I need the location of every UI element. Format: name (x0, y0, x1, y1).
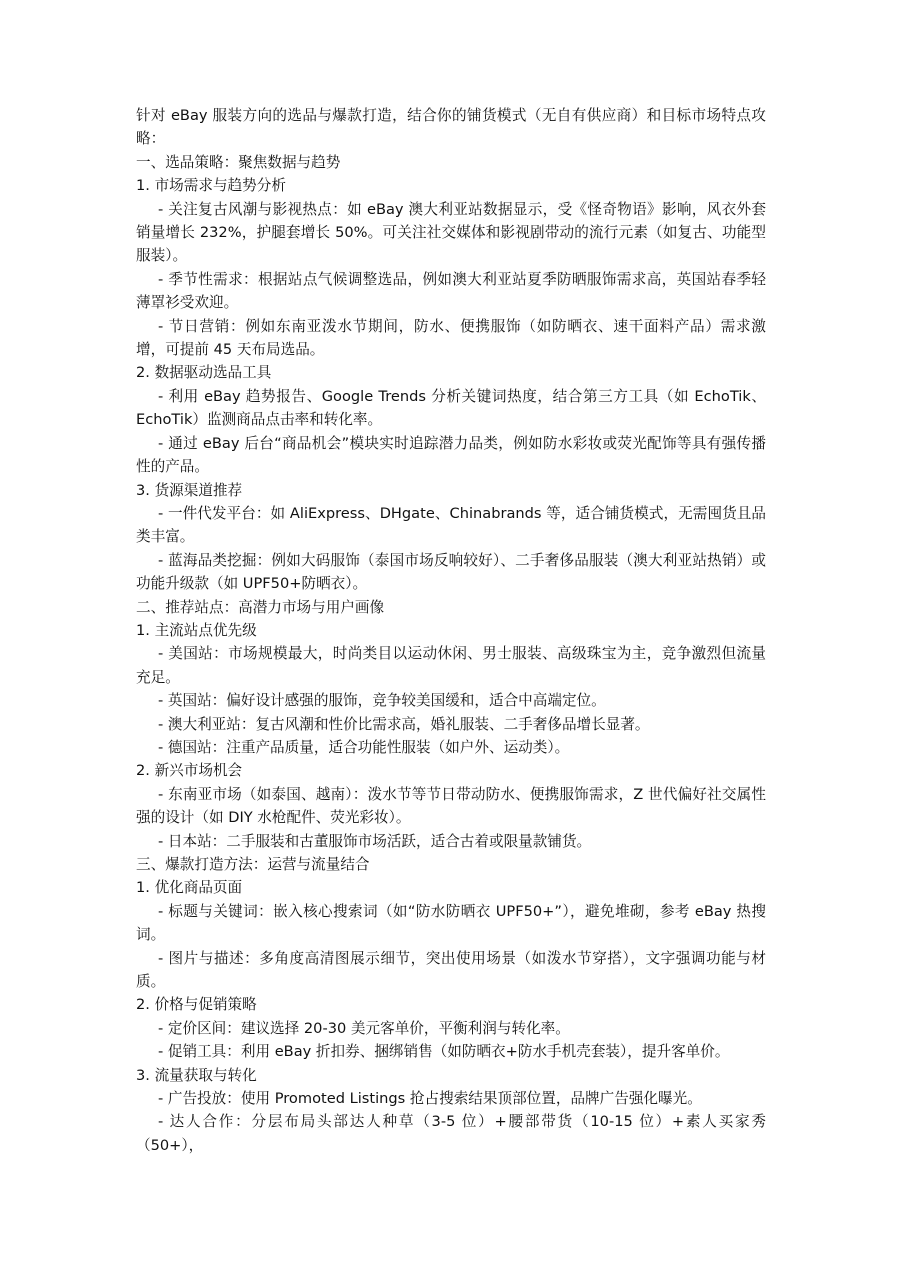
heading-line: 2. 价格与促销策略 (136, 996, 257, 1014)
body-paragraph: - 节日营销：例如东南亚泼水节期间，防水、便携服饰（如防晒衣、速干面料产品）需求激增，可提前 45 天布局选品。 (136, 317, 766, 359)
heading-line: 1. 主流站点优先级 (136, 621, 257, 639)
body-paragraph: - 关注复古风潮与影视热点：如 eBay 澳大利亚站数据显示，受《怪奇物语》影响，风衣外套销量增长 232%，护腿套增长 50%。可关注社交媒体和影视剧带动的流行元素（如复古、功能型服装）。 (136, 200, 766, 265)
body-paragraph: - 促销工具：利用 eBay 折扣券、捆绑销售（如防晒衣+防水手机壳套装），提升客单价。 (158, 1043, 730, 1061)
body-paragraph: - 达人合作：分层布局头部达人种草（3-5 位）+腰部带货（10-15 位）+素人买家秀（50+）， (136, 1113, 766, 1154)
body-paragraph: - 英国站：偏好设计感强的服饰，竞争较美国缓和，适合中高端定位。 (158, 692, 606, 710)
heading-line: 3. 流量获取与转化 (136, 1066, 257, 1084)
heading-line: 针对 eBay 服装方向的选品与爆款打造，结合你的铺货模式（无自有供应商）和目标市场特点攻略： (136, 107, 766, 148)
body-paragraph: - 美国站：市场规模最大，时尚类目以运动休闲、男士服装、高级珠宝为主，竞争激烈但流量充足。 (136, 645, 766, 686)
body-paragraph: - 利用 eBay 趋势报告、Google Trends 分析关键词热度，结合第三方工具（如 EchoTik、EchoTik）监测商品点击率和转化率。 (136, 387, 766, 429)
body-paragraph: - 蓝海品类挖掘：例如大码服饰（泰国市场反响较好）、二手奢侈品服装（澳大利亚站热销）或功能升级款（如 UPF50+防晒衣）。 (136, 551, 766, 593)
document-body (136, 104, 766, 1157)
body-paragraph: - 德国站：注重产品质量，适合功能性服装（如户外、运动类）。 (158, 738, 570, 756)
body-paragraph: - 广告投放：使用 Promoted Listings 抢占搜索结果顶部位置，品牌广告强化曝光。 (158, 1090, 702, 1108)
heading-line: 1. 优化商品页面 (136, 879, 243, 897)
body-paragraph: - 定价区间：建议选择 20-30 美元客单价，平衡利润与转化率。 (158, 1019, 570, 1037)
body-paragraph: - 图片与描述：多角度高清图展示细节，突出使用场景（如泼水节穿搭），文字强调功能与材质。 (136, 949, 766, 991)
body-paragraph: - 澳大利亚站：复古风潮和性价比需求高，婚礼服装、二手奢侈品增长显著。 (158, 715, 650, 733)
heading-line: 2. 新兴市场机会 (136, 762, 243, 780)
body-paragraph: - 通过 eBay 后台“商品机会”模块实时追踪潜力品类，例如防水彩妆或荧光配饰等具有强传播性的产品。 (136, 434, 766, 476)
body-paragraph: - 季节性需求：根据站点气候调整选品，例如澳大利亚站夏季防晒服饰需求高，英国站春季轻薄罩衫受欢迎。 (136, 270, 766, 312)
body-paragraph: - 日本站：二手服装和古董服饰市场活跃，适合古着或限量款铺货。 (158, 832, 592, 850)
heading-line: 三、爆款打造方法：运营与流量结合 (136, 856, 370, 873)
body-paragraph: - 东南亚市场（如泰国、越南）：泼水节等节日带动防水、便携服饰需求，Z 世代偏好社交属性强的设计（如 DIY 水枪配件、荧光彩妆）。 (136, 785, 766, 827)
body-paragraph: - 标题与关键词：嵌入核心搜索词（如“防水防晒衣 UPF50+”），避免堆砌，参考 eBay 热搜词。 (136, 902, 766, 944)
heading-line: 二、推荐站点：高潜力市场与用户画像 (136, 598, 385, 616)
body-paragraph: - 一件代发平台：如 AliExpress、DHgate、Chinabrands 等，适合铺货模式，无需囤货且品类丰富。 (136, 504, 766, 546)
heading-line: 一、选品策略：聚焦数据与趋势 (136, 153, 341, 171)
heading-line: 2. 数据驱动选品工具 (136, 364, 272, 382)
heading-line: 1. 市场需求与趋势分析 (136, 177, 286, 195)
heading-line: 3. 货源渠道推荐 (136, 481, 243, 499)
